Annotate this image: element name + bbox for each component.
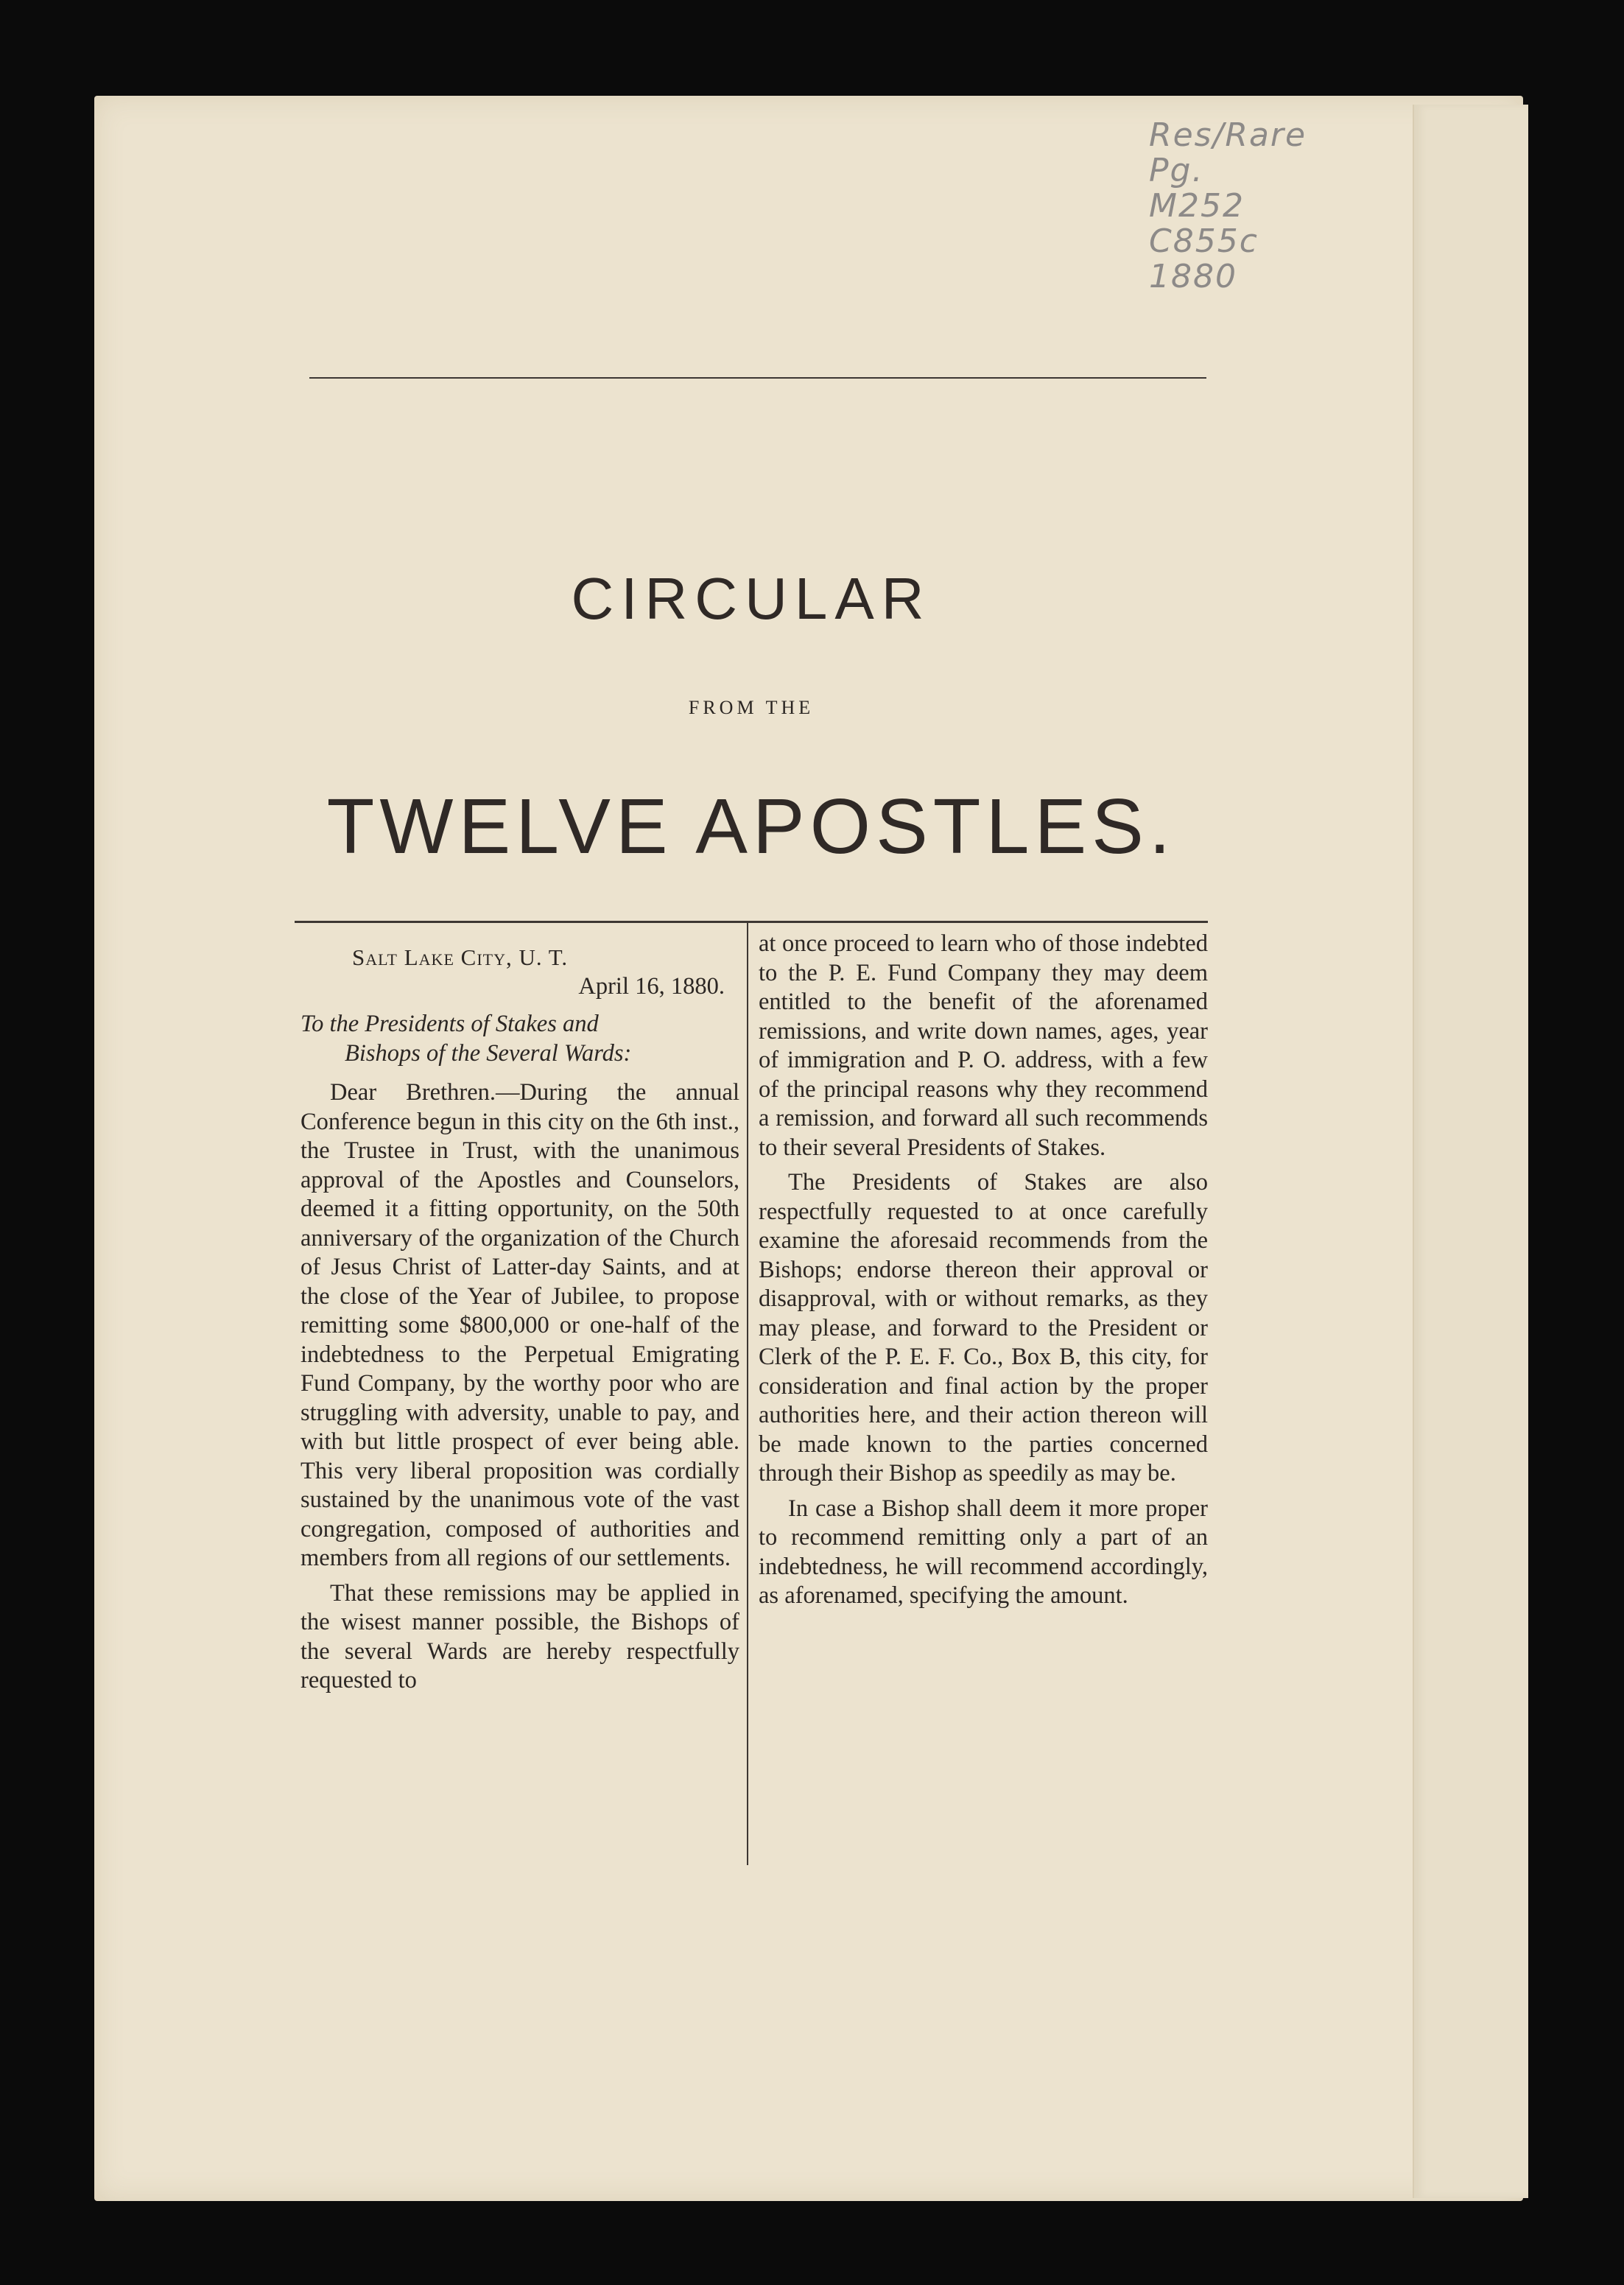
letter-date: April 16, 1880. — [578, 972, 725, 1000]
letter-place: Salt Lake City, U. T. — [352, 944, 569, 970]
document-subtitle: TWELVE APOSTLES. — [326, 783, 1176, 870]
call-number-line: 1880 — [1149, 258, 1237, 295]
page-fold-edge — [1413, 105, 1528, 2198]
section-rule — [295, 921, 1208, 923]
right-column — [759, 930, 1208, 1617]
letter-address — [300, 1010, 739, 1068]
address-line: To the Presidents of Stakes and — [300, 1011, 599, 1037]
call-number-line: Res/Rare — [1149, 116, 1307, 154]
body-paragraph: That these remissions may be applied in the wisest manner possible, the Bishops of the several Wards are hereby respectfully requested to — [300, 1579, 739, 1693]
address-line: Bishops of the Several Wards: — [345, 1039, 632, 1067]
body-paragraph: at once proceed to learn who of those indebted to the P. E. Fund Company they may deem entitled to the benefit of the aforenamed remissions, and write down names, ages, year of immigration and P. O. address, with a few of the principal reasons why they recommend a remission, and forward all such recommends to their several Presidents of Stakes. — [759, 930, 1208, 1161]
from-the-line: FROM THE — [688, 697, 815, 718]
column-divider — [747, 922, 748, 1865]
call-number-line: M252 — [1149, 187, 1245, 225]
body-paragraph: Dear Brethren.—During the annual Conference begun in this city on the 6th inst., the Trustee in Trust, with the unanimous approval of the Apostles and Counselors, deemed it a fitting opportunity, on the 50th anniversary of the organization of the Church of Jesus Christ of Latter-day Saints, and at the close of the Year of Jubilee, to propose remitting some $800,000 or one-half of the indebtedness to the Perpetual Emigrating Fund Company, by the worthy poor who are struggling with adversity, unable to pay, and with but little prospect of ever being able. This very liberal proposition was cordially sustained by the unanimous vote of the vast congregation, composed of authorities and members from all regions of our settlements. — [300, 1079, 739, 1571]
document-title: CIRCULAR — [571, 566, 932, 631]
body-paragraph: The Presidents of Stakes are also respectfully requested to at once carefully examine the aforesaid recommends from the Bishops; endorse thereon their approval or disapproval, with or without remarks, as they may please, and forward to the President or Clerk of the P. E. F. Co., Box B, this city, for consideration and final action by the proper authorities here, and their action thereon will be made known to the parties concerned through their Bishop as speedily as may be. — [759, 1169, 1208, 1487]
top-rule — [309, 377, 1206, 379]
call-number-line: C855c — [1149, 222, 1259, 260]
handwritten-call-number — [1149, 118, 1370, 295]
left-column — [300, 943, 739, 1702]
call-number-line: Pg. — [1149, 152, 1204, 189]
body-paragraph: In case a Bishop shall deem it more proper to recommend remitting only a part of an indebtedness, he will recommend accordingly, as aforenamed, specifying the amount. — [759, 1495, 1208, 1609]
